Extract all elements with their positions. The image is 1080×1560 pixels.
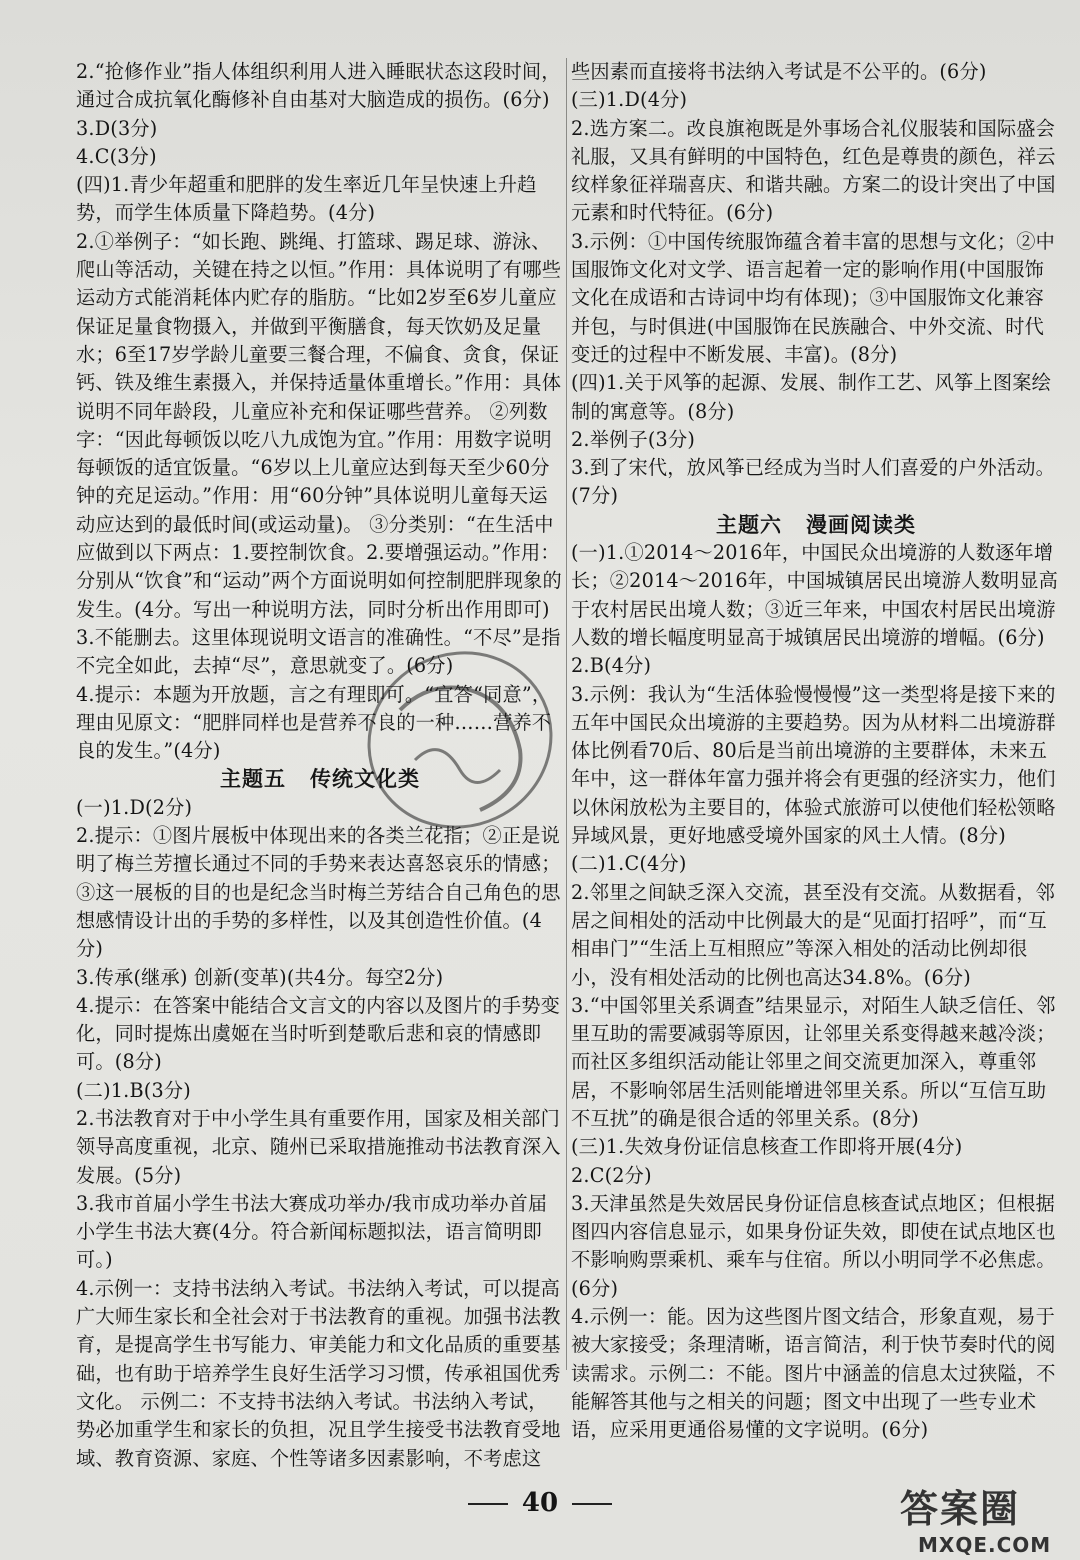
answer-paragraph: (二)1.C(4分) [571, 852, 687, 876]
answer-paragraph: 3.到了宋代，放风筝已经成为当时人们喜爱的户外活动。(7分) [571, 456, 1056, 508]
site-logo [900, 1478, 1070, 1557]
answer-paragraph: 2.C(2分) [571, 1163, 652, 1187]
answer-paragraph: 4.示例一：能。因为这些图片图文结合，形象直观，易于被大家接受；条理清晰，语言简洁，利于快节奏时代的阅读需求。示例二：不能。图片中涵盖的信息太过狭隘，不能解答其他与之相关的问题；图文中出现了一些专业术语，应采用更通俗易懂的文字说明。(6分) [571, 1305, 1056, 1442]
answer-paragraph: 些因素而直接将书法纳入考试是不公平的。(6分) [571, 60, 987, 83]
answer-paragraph: 4.提示：本题为开放题，言之有理即可。“宜答“同意”，理由见原文：“肥胖同样也是营养不良的一种……营养不良的发生。”(4分) [76, 682, 552, 763]
answer-paragraph: 2.邻里之间缺乏深入交流，甚至没有交流。从数据看，邻居之间相处的活动中比例最大的是“见面打招呼”，而“互相串门”“生活上互相照应”等深入相处的活动比例却很小，没有相处活动的比例也高达34.8%。(6分) [571, 880, 1056, 989]
section-heading [571, 511, 1061, 539]
answer-paragraph: 2.举例子(3分) [571, 427, 696, 451]
section-heading-number: 主题五 [220, 767, 286, 792]
answer-paragraph: (一)1.D(2分) [76, 795, 193, 819]
answer-paragraph: 4.C(3分) [76, 144, 157, 168]
site-logo-mark: 答案圈 [900, 1487, 1021, 1531]
page-number-dash [572, 1503, 612, 1505]
answer-paragraph: 3.不能删去。这里体现说明文语言的准确性。“不尽”是指不完全如此，去掉“尽”，意思就变了。(6分) [76, 625, 561, 678]
answer-paragraph: 3.示例：①中国传统服饰蕴含着丰富的思想与文化；②中国服饰文化对文学、语言起着一定的影响作用(中国服饰文化在成语和古诗词中均有体现)；③中国服饰文化兼容并包，与时俱进(中国服饰在民族融合、中外交流、时代变迁的过程中不断发展、丰富)。(8分) [571, 229, 1056, 366]
answer-paragraph: (四)1.关于风筝的起源、发展、制作工艺、风筝上图案绘制的寓意等。(8分) [571, 371, 1051, 423]
answer-paragraph: 3.“中国邻里关系调查”结果显示，对陌生人缺乏信任、邻里互助的需要减弱等原因，让邻里关系变得越来越冷淡；而社区多组织活动能让邻里之间交流更加深入，尊重邻居，不影响邻居生活则能增进邻里关系。所以“互信互助不互扰”的确是很合适的邻里关系。(8分) [571, 993, 1056, 1130]
section-heading-title: 传统文化类 [310, 767, 420, 792]
answer-paragraph: 3.传承(继承) 创新(变革)(共4分。每空2分) [76, 965, 444, 989]
answer-paragraph: (一)1.①2014～2016年，中国民众出境游的人数逐年增长；②2014～2016年，中国城镇居民出境游人数明显高于农村居民出境人数；③近三年来，中国农村居民出境游人数的增长幅度明显高于城镇居民出境游的增幅。(6分) [571, 541, 1059, 649]
page-number-dash [468, 1503, 508, 1505]
right-column [571, 58, 1061, 1445]
section-heading-title: 漫画阅读类 [806, 512, 916, 537]
answer-paragraph: 2.提示：①图片展板中体现出来的各类兰花指；②正是说明了梅兰芳擅长通过不同的手势来表达喜怒哀乐的情感；③这一展板的目的也是纪念当时梅兰芳结合自己角色的思想感情设计出的手势的多样性，以及其创造性价值。(4分) [76, 824, 561, 961]
answer-paragraph: 3.天津虽然是失效居民身份证信息核查试点地区；但根据图四内容信息显示，如果身份证失效，即使在试点地区也不影响购票乘机、乘车与住宿。所以小明同学不必焦虑。(6分) [571, 1191, 1056, 1300]
answer-paragraph: (二)1.B(3分) [76, 1078, 191, 1102]
answer-paragraph: 3.D(3分) [76, 116, 158, 140]
answer-paragraph: (三)1.失效身份证信息核查工作即将开展(4分) [571, 1135, 963, 1159]
answer-paragraph: 2.B(4分) [571, 654, 652, 678]
page-number-text: 40 [521, 1488, 559, 1518]
site-logo-url: MXQE.COM [918, 1533, 1052, 1557]
answer-paragraph: 4.提示：在答案中能结合文言文的内容以及图片的手势变化，同时提炼出虞姬在当时听到楚歌后悲和哀的情感即可。(8分) [76, 993, 561, 1074]
watermark-stamp [360, 640, 570, 840]
answer-paragraph: (四)1.青少年超重和肥胖的发生率近几年呈快速上升趋势，而学生体质量下降趋势。(4分) [76, 173, 537, 225]
answer-paragraph: 3.示例：我认为“生活体验慢慢慢”这一类型将是接下来的五年中国民众出境游的主要趋势。因为从材料二出境游群体比例看70后、80后是当前出境游的主要群体，未来五年中，这一群体年富力强并将会有更强的经济实力，他们以休闲放松为主要目的，体验式旅游可以使他们轻松领略异域风景，更好地感受境外国家的风土人情。(8分) [571, 682, 1056, 848]
answer-paragraph: 2.书法教育对于中小学生具有重要作用，国家及相关部门领导高度重视，北京、随州已采取措施推动书法教育深入发展。(5分) [76, 1106, 561, 1187]
answer-paragraph: 2.①举例子：“如长跑、跳绳、打篮球、踢足球、游泳、爬山等活动，关键在持之以恒。”作用：具体说明了有哪些运动方式能消耗体内贮存的脂肪。“比如2岁至6岁儿童应保证足量食物摄入，并做到平衡膳食，每天饮奶及足量水；6至17岁学龄儿童要三餐合理，不偏食、贪食，保证钙、铁及维生素摄入，并保持适量体重增长。”作用：具体说明不同年龄段，儿童应补充和保证哪些营养。 ②列数字：“因此每顿饭以吃八九成饱为宜。”作用：用数字说明每顿饭的适宜饭量。“6岁以上儿童应达到每天至少60分钟的充足运动。”作用：用“60分钟”具体说明儿童每天运动应达到的最低时间(或运动量)。 ③分类别：“在生活中应做到以下两点：1.要控制饮食。2.要增强运动。”作用：分别从“饮食”和“运动”两个方面说明如何控制肥胖现象的发生。(4分。写出一种说明方法，同时分析出作用即可) [76, 229, 562, 621]
section-heading-number: 主题六 [716, 512, 782, 537]
answer-paragraph: 4.示例一：支持书法纳入考试。书法纳入考试，可以提高广大师生家长和全社会对于书法教育的重视。加强书法教育，是提高学生书写能力、审美能力和文化品质的重要基础，也有助于培养学生良好生活学习习惯，传承祖国优秀文化。 示例二：不支持书法纳入考试。书法纳入考试，势必加重学生和家长的负担，况且学生接受书法教育受地域、教育资源、家庭、个性等诸多因素影响，不考虑这 [76, 1276, 561, 1470]
answer-paragraph: 2.“抢修作业”指人体组织利用人进入睡眠状态这段时间，通过合成抗氧化酶修补自由基对大脑造成的损伤。(6分) [76, 60, 561, 112]
answer-paragraph: 2.选方案二。改良旗袍既是外事场合礼仪服装和国际盛会礼服，又具有鲜明的中国特色，红色是尊贵的颜色，祥云纹样象征祥瑞喜庆、和谐共融。方案二的设计突出了中国元素和时代特征。(6分) [571, 116, 1056, 225]
answer-paragraph: 3.我市首届小学生书法大赛成功举办/我市成功举办首届小学生书法大赛(4分。符合新闻标题拟法，语言简明即可。) [76, 1191, 548, 1272]
answer-paragraph: (三)1.D(4分) [571, 88, 688, 112]
